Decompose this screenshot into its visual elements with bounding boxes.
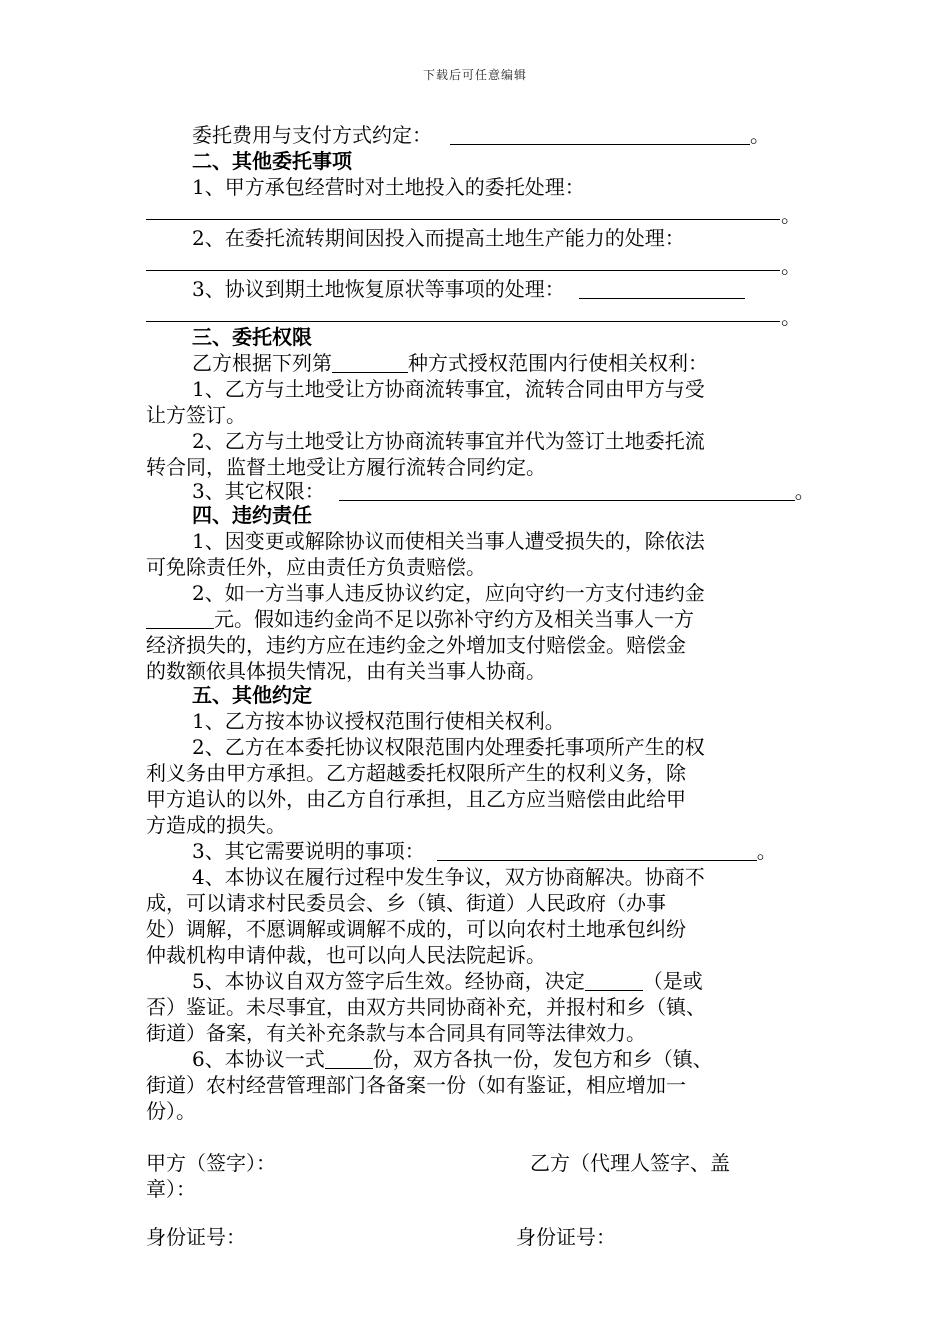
item-4-1: 1、因变更或解除协议而使相关当事人遭受损失的，除依法 — [192, 529, 705, 553]
item-5-2-cont3: 方造成的损失。 — [146, 813, 286, 837]
section-2-heading: 二、其他委托事项 — [192, 149, 352, 173]
item-4-2-cont: 元。假如违约金尚不足以弥补守约方及相关当事人一方 — [146, 606, 694, 632]
party-a-signature: 甲方（签字）： — [146, 1151, 276, 1175]
item-5-6: 6、本协议一式 份，双方各执一份，发包方和乡（镇、 — [192, 1047, 713, 1071]
item-3-1-cont: 让方签订。 — [146, 403, 246, 427]
item-4-2: 2、如一方当事人违反协议约定，应向守约一方支付违约金 — [192, 581, 705, 605]
other-rights-blank — [339, 480, 795, 501]
party-b-id-number: 身份证号： — [516, 1225, 616, 1249]
item-3-2-cont: 转合同，监督土地受让方履行流转合同约定。 — [146, 455, 546, 479]
item-3-1: 1、乙方与土地受让方协商流转事宜，流转合同由甲方与受 — [192, 377, 705, 401]
item-5-3: 3、其它需要说明的事项： 。 — [192, 839, 777, 863]
party-a-id-number: 身份证号： — [146, 1225, 246, 1249]
fee-payment-blank — [450, 124, 750, 145]
item-5-4: 4、本协议在履行过程中发生争议，双方协商解决。协商不 — [192, 865, 705, 889]
fill-blank-2-3 — [579, 278, 745, 299]
item-2-2: 2、在委托流转期间因投入而提高土地生产能力的处理： — [192, 226, 685, 250]
fee-payment-label: 委托费用与支付方式约定： — [192, 123, 432, 147]
penalty-amount-blank — [146, 608, 214, 629]
other-notes-blank — [437, 840, 757, 861]
item-5-2: 2、乙方在本委托协议权限范围内处理委托事项所产生的权 — [192, 735, 705, 759]
item-2-1: 1、甲方承包经营时对土地投入的委托处理： — [192, 175, 585, 199]
section-4-heading: 四、违约责任 — [192, 503, 312, 527]
fee-payment-line: 委托费用与支付方式约定： 。 — [192, 123, 770, 147]
item-3-2: 2、乙方与土地受让方协商流转事宜并代为签订土地委托流 — [192, 429, 705, 453]
party-b-signature-cont: 章）： — [146, 1177, 196, 1201]
item-4-2-cont2: 经济损失的，违约方应在违约金之外增加支付赔偿金。赔偿金 — [146, 633, 686, 657]
item-3-3: 3、其它权限： 。 — [192, 479, 815, 503]
item-4-1-cont: 可免除责任外，应由责任方负责赔偿。 — [146, 555, 486, 579]
item-4-2-cont3: 的数额依具体损失情况，由有关当事人协商。 — [146, 659, 546, 683]
item-5-4-cont2: 处）调解，不愿调解或调解不成的，可以向农村土地承包纠纷 — [146, 917, 686, 941]
fill-rule-3 — [146, 321, 780, 322]
fill-rule-1 — [146, 219, 780, 220]
item-5-6-cont2: 份）。 — [146, 1099, 196, 1123]
page-header: 下载后可任意编辑 — [422, 68, 527, 82]
item-2-3: 3、协议到期土地恢复原状等事项的处理： — [192, 276, 745, 302]
section-3-heading: 三、委托权限 — [192, 325, 312, 349]
item-5-6-cont: 街道）农村经营管理部门各备案一份（如有鉴证，相应增加一 — [146, 1073, 686, 1097]
item-5-4-cont: 成，可以请求村民委员会、乡（镇、街道）人民政府（办事 — [146, 891, 666, 915]
item-5-5: 5、本协议自双方签字后生效。经协商，决定 （是或 — [192, 969, 703, 993]
item-5-2-cont: 利义务由甲方承担。乙方超越委托权限所产生的权利义务，除 — [146, 761, 686, 785]
item-5-5-cont: 否）鉴证。未尽事宜，由双方共同协商补充，并报村和乡（镇、 — [146, 995, 706, 1019]
copies-count-blank — [325, 1048, 373, 1069]
item-5-4-cont3: 仲裁机构申请仲裁，也可以向人民法院起诉。 — [146, 943, 546, 967]
party-b-signature: 乙方（代理人签字、盖 — [530, 1151, 730, 1175]
attestation-choice-blank — [585, 970, 643, 991]
item-3-intro: 乙方根据下列第 种方式授权范围内行使相关权利： — [192, 351, 708, 375]
item-5-5-cont2: 街道）备案，有关补充条款与本合同具有同等法律效力。 — [146, 1021, 646, 1045]
item-5-2-cont2: 甲方追认的以外，由乙方自行承担，且乙方应当赔偿由此给甲 — [146, 787, 686, 811]
section-5-heading: 五、其他约定 — [192, 683, 312, 707]
option-number-blank — [332, 352, 408, 373]
item-5-1: 1、乙方按本协议授权范围行使相关权利。 — [192, 709, 565, 733]
fill-rule-2 — [146, 270, 780, 271]
